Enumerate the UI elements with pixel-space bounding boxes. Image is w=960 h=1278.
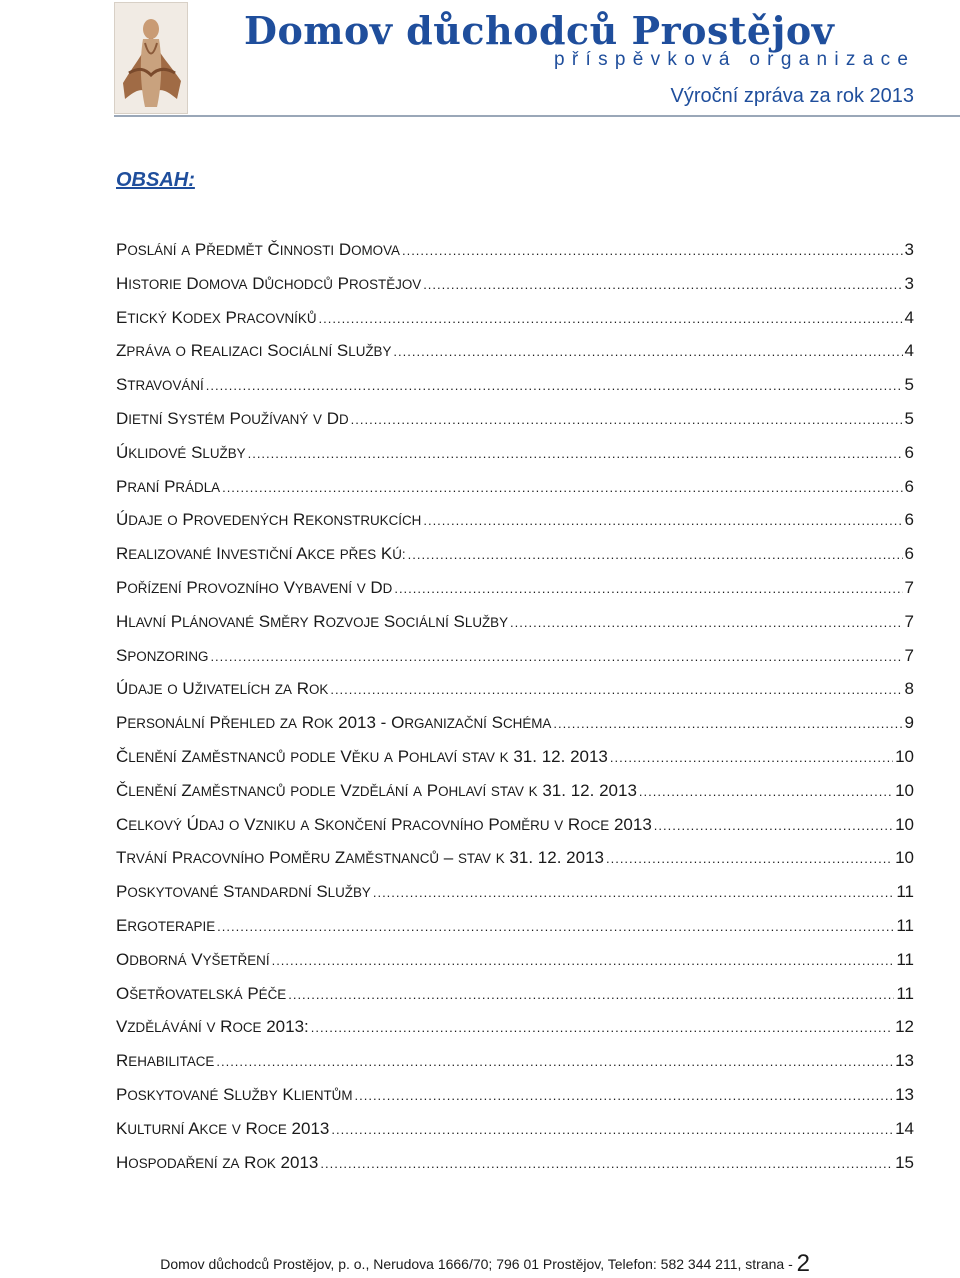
toc-leader-dots <box>355 1079 894 1112</box>
toc-leader-dots <box>330 673 902 706</box>
toc-leader-dots <box>320 1147 893 1180</box>
toc-leader-dots <box>408 538 903 571</box>
toc-entry-page: 11 <box>896 882 914 902</box>
toc-leader-dots <box>210 640 902 673</box>
toc-entry[interactable] <box>116 368 914 402</box>
toc-leader-dots <box>272 944 895 977</box>
organization-type: příspěvková organizace <box>554 49 916 70</box>
toc-entry-title: HISTORIE DOMOVA DŮCHODCŮ PROSTĚJOV <box>116 273 422 293</box>
toc-entry-page: 7 <box>904 645 914 665</box>
toc-entry-title: DIETNÍ SYSTÉM POUŽÍVANÝ V DD <box>116 408 349 428</box>
toc-entry-page: 8 <box>904 679 914 699</box>
toc-entry-page: 10 <box>895 780 914 800</box>
toc-leader-dots <box>394 572 902 605</box>
toc-leader-dots <box>216 1045 893 1078</box>
footer-text: Domov důchodců Prostějov, p. o., Nerudova 1666/70; 796 01 Prostějov, Telefon: 582 344 211, strana - <box>160 1256 797 1272</box>
toc-entry-title: ÚDAJE O UŽIVATELÍCH ZA ROK <box>116 679 329 699</box>
page-footer <box>160 1250 810 1278</box>
toc-entry[interactable] <box>116 605 914 639</box>
toc-entry[interactable] <box>116 875 914 909</box>
toc-leader-dots <box>311 1011 893 1044</box>
toc-leader-dots <box>553 707 902 740</box>
toc-entry-page: 14 <box>895 1118 914 1138</box>
toc-entry-title: REHABILITACE <box>116 1051 215 1071</box>
toc-entry-page: 11 <box>896 915 914 935</box>
toc-entry-title: KULTURNÍ AKCE V ROCE 2013 <box>116 1118 330 1138</box>
toc-entry-page: 13 <box>895 1084 914 1104</box>
toc-entry-page: 9 <box>904 713 914 733</box>
toc-entry[interactable] <box>116 571 914 605</box>
toc-leader-dots <box>288 978 894 1011</box>
toc-leader-dots <box>351 403 903 436</box>
toc-entry-title: POSKYTOVANÉ SLUŽBY KLIENTŮM <box>116 1084 353 1104</box>
toc-entry-title: CELKOVÝ ÚDAJ O VZNIKU A SKONČENÍ PRACOVNÍHO POMĚRU V ROCE 2013 <box>116 814 652 834</box>
page-number: 2 <box>796 1250 810 1277</box>
toc-entry-page: 7 <box>904 611 914 631</box>
toc-entry[interactable] <box>116 267 914 301</box>
toc-leader-dots <box>423 504 902 537</box>
toc-entry-page: 6 <box>904 510 914 530</box>
toc-entry-title: PRANÍ PRÁDLA <box>116 476 221 496</box>
toc-entry-page: 4 <box>904 307 914 327</box>
toc-entry[interactable] <box>116 470 914 504</box>
toc-entry-page: 3 <box>904 240 914 259</box>
toc-entry-page: 6 <box>904 476 914 496</box>
toc-leader-dots <box>639 775 893 808</box>
toc-entry-page: 6 <box>904 544 914 564</box>
toc-leader-dots <box>373 876 895 909</box>
toc-entry-page: 11 <box>896 949 914 969</box>
toc-entry-page: 7 <box>904 577 914 597</box>
toc-entry-title: ČLENĚNÍ ZAMĚSTNANCŮ PODLE VZDĚLÁNÍ A POHLAVÍ STAV K 31. 12. 2013 <box>116 780 637 800</box>
toc-leader-dots <box>510 606 902 639</box>
toc-entry-page: 13 <box>895 1051 914 1071</box>
toc-leader-dots <box>393 335 902 368</box>
toc-entry-title: VZDĚLÁVÁNÍ V ROCE 2013: <box>116 1017 309 1037</box>
toc-entry[interactable] <box>116 233 914 267</box>
page-header <box>0 0 960 116</box>
toc-entry[interactable] <box>116 706 914 740</box>
toc-leader-dots <box>206 369 903 402</box>
toc-entry-title: REALIZOVANÉ INVESTIČNÍ AKCE PŘES KÚ: <box>116 544 406 564</box>
toc-entry-title: ÚDAJE O PROVEDENÝCH REKONSTRUKCÍCH <box>116 510 422 530</box>
toc-entry-page: 3 <box>904 273 914 293</box>
toc-entry-title: TRVÁNÍ PRACOVNÍHO POMĚRU ZAMĚSTNANCŮ – STAV K 31. 12. 2013 <box>116 848 604 868</box>
toc-entry[interactable] <box>116 1112 914 1146</box>
toc-entry[interactable] <box>116 672 914 706</box>
toc-entry[interactable] <box>116 841 914 875</box>
toc-leader-dots <box>402 234 903 267</box>
toc-leader-dots <box>606 842 893 875</box>
toc-leader-dots <box>248 437 903 470</box>
toc-entry-page: 10 <box>895 814 914 834</box>
toc-entry-title: HLAVNÍ PLÁNOVANÉ SMĚRY ROZVOJE SOCIÁLNÍ SLUŽBY <box>116 611 509 631</box>
toc-entry-title: SPONZORING <box>116 645 209 665</box>
toc-entry[interactable] <box>116 1044 914 1078</box>
toc-entry[interactable] <box>116 301 914 335</box>
toc-entry[interactable] <box>116 943 914 977</box>
toc-entry-title: POSLÁNÍ A PŘEDMĚT ČINNOSTI DOMOVA <box>116 240 400 259</box>
toc-entry[interactable] <box>116 1010 914 1044</box>
toc-entry[interactable] <box>116 1078 914 1112</box>
toc-leader-dots <box>222 471 902 504</box>
toc-leader-dots <box>331 1113 893 1146</box>
toc-entry-title: ODBORNÁ VYŠETŘENÍ <box>116 949 270 969</box>
toc-entry-page: 6 <box>904 442 914 462</box>
toc-entry-title: ÚKLIDOVÉ SLUŽBY <box>116 442 246 462</box>
toc-entry-title: ERGOTERAPIE <box>116 915 216 935</box>
report-title: Výroční zpráva za rok 2013 <box>670 85 914 107</box>
table-of-contents <box>116 233 914 1179</box>
header-divider <box>114 115 960 117</box>
toc-entry-page: 4 <box>904 341 914 361</box>
toc-entry[interactable] <box>116 537 914 571</box>
toc-entry[interactable] <box>116 808 914 842</box>
organization-name: Domov důchodců Prostějov <box>244 8 835 53</box>
toc-entry-title: HOSPODAŘENÍ ZA ROK 2013 <box>116 1152 319 1172</box>
toc-entry-page: 5 <box>904 375 914 395</box>
toc-leader-dots <box>319 302 903 335</box>
toc-entry-title: ČLENĚNÍ ZAMĚSTNANCŮ PODLE VĚKU A POHLAVÍ STAV K 31. 12. 2013 <box>116 746 608 766</box>
toc-entry[interactable] <box>116 977 914 1011</box>
toc-entry-title: POSKYTOVANÉ STANDARDNÍ SLUŽBY <box>116 882 371 902</box>
toc-leader-dots <box>610 741 893 774</box>
toc-entry[interactable] <box>116 1146 914 1180</box>
toc-entry[interactable] <box>116 503 914 537</box>
toc-entry[interactable] <box>116 774 914 808</box>
toc-entry-page: 12 <box>895 1017 914 1037</box>
toc-entry[interactable] <box>116 436 914 470</box>
toc-entry-page: 5 <box>904 408 914 428</box>
toc-entry[interactable] <box>116 402 914 436</box>
toc-entry-page: 11 <box>896 983 914 1003</box>
toc-leader-dots <box>654 809 893 842</box>
toc-entry-title: OŠETŘOVATELSKÁ PÉČE <box>116 983 287 1003</box>
toc-entry-title: POŘÍZENÍ PROVOZNÍHO VYBAVENÍ V DD <box>116 577 393 597</box>
toc-entry-title: ZPRÁVA O REALIZACI SOCIÁLNÍ SLUŽBY <box>116 341 392 361</box>
toc-leader-dots <box>217 910 894 943</box>
toc-entry[interactable] <box>116 909 914 943</box>
toc-entry-title: ETICKÝ KODEX PRACOVNÍKŮ <box>116 307 317 327</box>
toc-entry-page: 10 <box>895 848 914 868</box>
toc-entry-page: 10 <box>895 746 914 766</box>
toc-entry-page: 15 <box>895 1152 914 1172</box>
toc-entry-title: PERSONÁLNÍ PŘEHLED ZA ROK 2013 - ORGANIZAČNÍ SCHÉMA <box>116 713 552 733</box>
toc-entry[interactable] <box>116 740 914 774</box>
toc-entry-title: STRAVOVÁNÍ <box>116 375 204 395</box>
figure-statue-logo-icon <box>114 2 188 114</box>
toc-entry[interactable] <box>116 639 914 673</box>
toc-heading: OBSAH: <box>116 169 195 191</box>
toc-leader-dots <box>423 268 902 301</box>
toc-entry[interactable] <box>116 334 914 368</box>
